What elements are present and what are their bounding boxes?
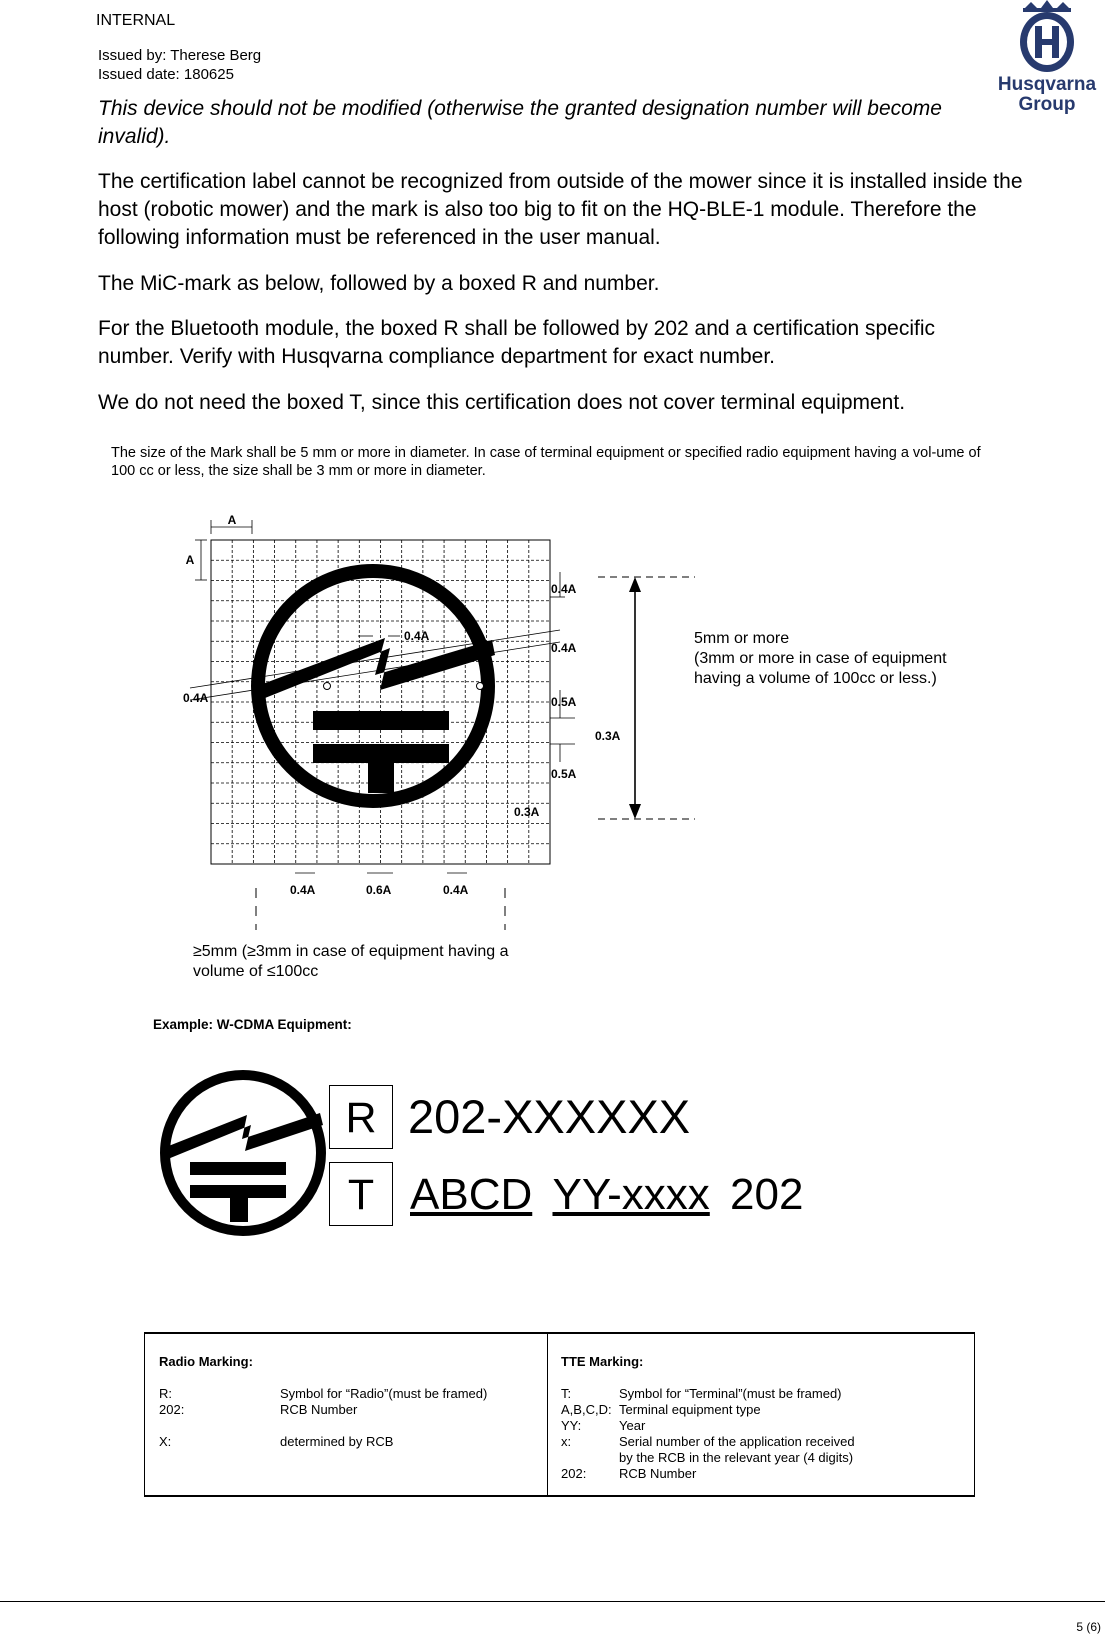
logo-text-1: Husqvarna bbox=[997, 74, 1097, 95]
mic-mark-stem bbox=[368, 763, 394, 793]
mic-mark-example bbox=[155, 1065, 330, 1241]
tte-heading: TTE Marking: bbox=[561, 1354, 644, 1369]
paragraph-boxed-t: We do not need the boxed T, since this certification does not cover terminal equipment. bbox=[98, 391, 906, 414]
page-number: 5 (6) bbox=[1076, 1620, 1101, 1634]
t-202: 202 bbox=[730, 1170, 804, 1219]
marking-table bbox=[144, 1332, 975, 1497]
radio-key-0: R: bbox=[159, 1386, 172, 1401]
radio-heading: Radio Marking: bbox=[159, 1354, 253, 1369]
dim-label-03a-1: 0.3A bbox=[595, 729, 621, 743]
paragraph-label-location: The certification label cannot be recognized from outside of the mower since it is installed inside the host (robotic mower) and the mark is also too big to fit on the HQ-BLE-1 module. Therefore the following information must be referenced in the user manual. bbox=[98, 170, 1023, 249]
mic-mark-bar-top bbox=[313, 711, 449, 730]
dim-label-04a-3: 0.4A bbox=[551, 641, 577, 655]
dim-label-04a-4: 0.4A bbox=[183, 691, 209, 705]
radio-key-1: 202: bbox=[159, 1402, 185, 1417]
mic-mark-bar-bottom bbox=[313, 744, 449, 763]
mic-mark-lightning bbox=[252, 638, 495, 702]
r-box: R bbox=[329, 1085, 393, 1149]
t-box: T bbox=[329, 1162, 393, 1226]
dim-label-04a-6: 0.4A bbox=[443, 883, 469, 897]
logo-text-2: Group bbox=[1018, 94, 1076, 115]
italic-warning: This device should not be modified (otherwise the granted designation number will become invalid). bbox=[98, 97, 942, 148]
tte-val-4: by the RCB in the relevant year (4 digits) bbox=[619, 1450, 854, 1465]
dim-label-04a-2: 0.4A bbox=[404, 629, 430, 643]
dim-label-05a-2: 0.5A bbox=[551, 767, 577, 781]
paragraph-bluetooth: For the Bluetooth module, the boxed R shall be followed by 202 and a certification specific number. Verify with Husqvarna compliance department for exact number. bbox=[98, 317, 935, 368]
tte-val-1: Terminal equipment type bbox=[619, 1402, 761, 1417]
radio-val-1: RCB Number bbox=[280, 1402, 358, 1417]
issued-date: Issued date: 180625 bbox=[98, 66, 234, 83]
t-yy: YY-xxxx bbox=[552, 1170, 710, 1219]
footer-rule bbox=[0, 1601, 1105, 1602]
paragraph-mic-mark: The MiC-mark as below, followed by a boxed R and number. bbox=[98, 272, 660, 295]
tte-val-0: Symbol for “Terminal”(must be framed) bbox=[619, 1386, 842, 1401]
t-abcd: ABCD bbox=[410, 1170, 533, 1219]
tte-val-3: Serial number of the application received bbox=[619, 1434, 855, 1449]
radio-val-2: determined by RCB bbox=[280, 1434, 394, 1449]
radio-marking-column bbox=[145, 1334, 548, 1495]
example-lightning bbox=[161, 1113, 323, 1161]
dim-label-03a-2: 0.3A bbox=[514, 805, 540, 819]
dim-label-06a: 0.6A bbox=[366, 883, 392, 897]
tte-key-2: YY: bbox=[561, 1418, 582, 1433]
classification-label: INTERNAL bbox=[96, 12, 176, 29]
bottom-note-1: ≥5mm (≥3mm in case of equipment having a bbox=[193, 943, 509, 960]
example-title: Example: W-CDMA Equipment: bbox=[153, 1017, 352, 1032]
tte-key-1: A,B,C,D: bbox=[561, 1402, 612, 1417]
size-note: The size of the Mark shall be 5 mm or more in diameter. In case of terminal equipment or specified radio equipment having a vol-ume of 100 cc or less, the size shall be 3 mm or more in diameter. bbox=[111, 445, 981, 479]
dim-label-a-left: A bbox=[185, 553, 195, 567]
tte-key-3: x: bbox=[561, 1434, 572, 1449]
dim-label-04a-5: 0.4A bbox=[290, 883, 316, 897]
tte-marking-column bbox=[547, 1334, 974, 1495]
r-number: 202-XXXXXX bbox=[408, 1090, 691, 1143]
tte-key-0: T: bbox=[561, 1386, 572, 1401]
tte-val-2: Year bbox=[619, 1418, 646, 1433]
t-code-line bbox=[410, 1163, 803, 1227]
right-note-2: (3mm or more in case of equipment bbox=[694, 650, 947, 667]
radio-val-0: Symbol for “Radio”(must be framed) bbox=[280, 1386, 488, 1401]
radio-key-2: X: bbox=[159, 1434, 172, 1449]
dim-label-05a-1: 0.5A bbox=[551, 695, 577, 709]
tte-key-5: 202: bbox=[561, 1466, 587, 1481]
dim-label-04a-1: 0.4A bbox=[551, 582, 577, 596]
tte-val-5: RCB Number bbox=[619, 1466, 697, 1481]
issued-by: Issued by: Therese Berg bbox=[98, 47, 262, 64]
right-note-1: 5mm or more bbox=[694, 630, 790, 647]
bottom-note-2: volume of ≤100cc bbox=[193, 963, 319, 980]
dim-label-a-top: A bbox=[227, 513, 237, 527]
right-note-3: having a volume of 100cc or less.) bbox=[694, 670, 937, 687]
